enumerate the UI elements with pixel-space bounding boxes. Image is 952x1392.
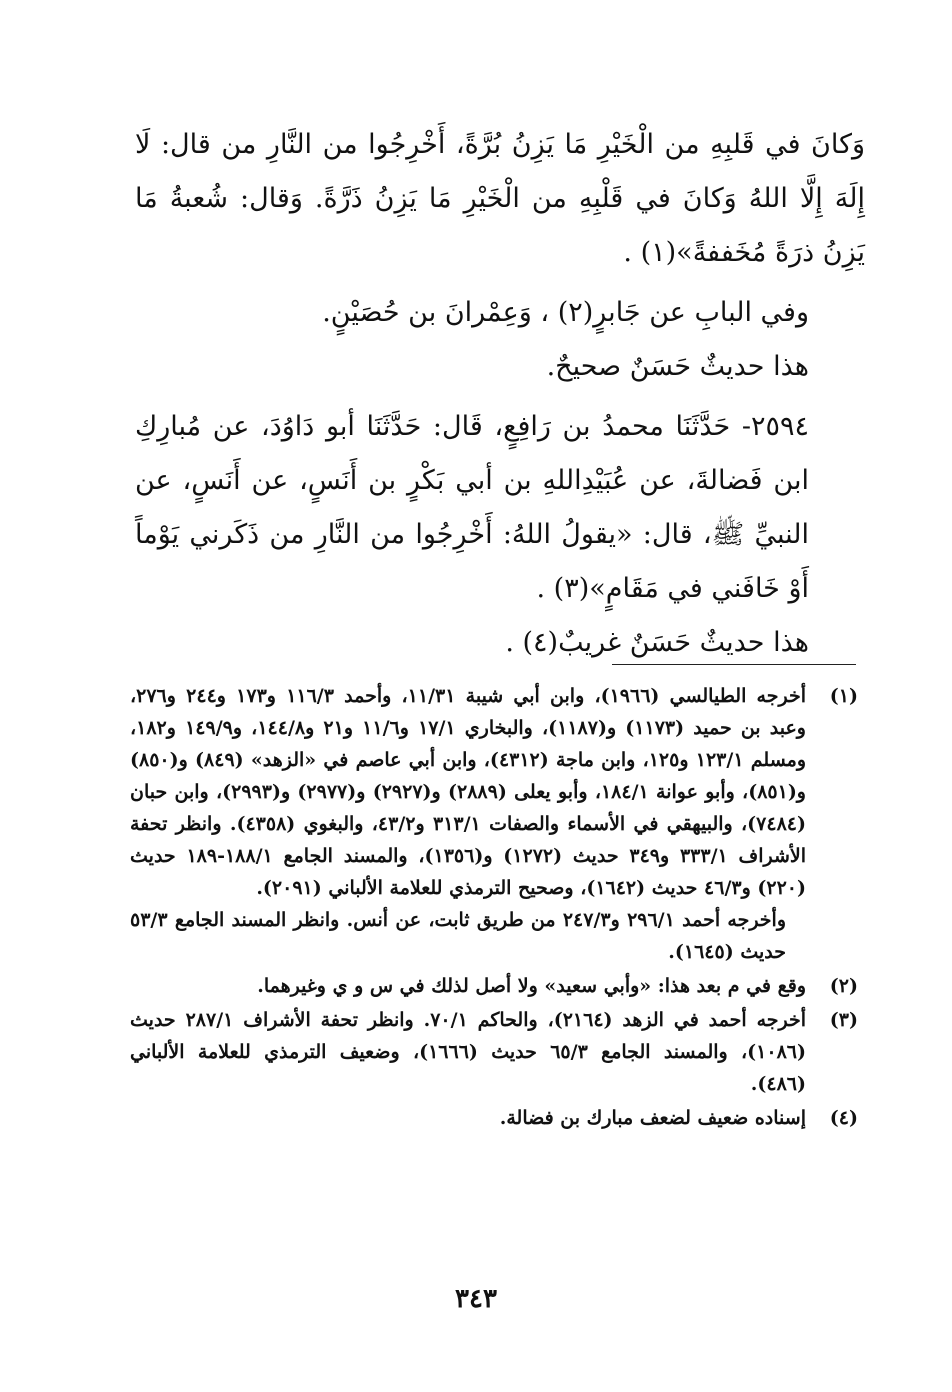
footnotes [130,680,858,1134]
footnote-separator [612,664,856,665]
footnote-text [130,680,806,968]
main-text [135,118,865,670]
footnote-number: (٣) [829,1009,858,1031]
grading-paragraph: هذا حديثٌ حَسَنٌ صحيحٌ. [546,351,809,382]
footnote-body: أخرجه الطيالسي (١٩٦٦)، وابن أبي شيبة ١١/٣١، وأحمد ١١٦/٣ و١٧٣ و٢٤٤ و٢٧٦، وعبد بن حميد (١١٧٣) و(١١٨٧)، والبخاري ١٧/١ و١١/٦ و٢١ و١٤٤/٨، و١٤٩/٩ و١٨٢، ومسلم ١٢٣/١ و١٢٥، وابن ماجة (٤٣١٢)، وابن أبي عاصم في «الزهد» (٨٤٩) و(٨٥٠) و(٨٥١)، وأبو عوانة ١٨٤/١، وأبو يعلى (٢٨٨٩) و(٢٩٢٧) و(٢٩٧٧) و(٢٩٩٣)، وابن حبان (٧٤٨٤)، والبيهقي في الأسماء والصفات ٣١٣/١ و٤٣/٢، والبغوي (٤٣٥٨). وانظر تحفة الأشراف ٣٣٣/١ و٣٤٩ حديث (١٢٧٢) و(١٣٥٦)، والمسند الجامع ١٨٨/١-١٨٩ حديث (٢٢٠) و٤٦/٣ حديث (١٦٤٢)، وصحيح الترمذي للعلامة الألباني (٢٠٩١). [130,685,807,899]
footnote-number: (١) [829,685,858,707]
hadith-2594-paragraph: ٢٥٩٤- حَدَّثَنَا محمدُ بن رَافِعٍ، قَال: حَدَّثَنَا أبو دَاوُدَ، عن مُبارِكِ ابن فَضالةَ، عن عُبَيْدِاللهِ بن أبي بَكْرٍ بن أَنَسٍ، عن أَنَسٍ، عن النبيِّ ﷺ، قال: «يقولُ اللهُ: أَخْرِجُوا من النَّارِ من ذَكَرني يَوْماً أَوْ خَافَني في مَقَامٍ»(٣) . [135,411,809,604]
page-number: ٣٤٣ [455,1284,497,1314]
footnote [130,970,858,1002]
footnote-number: (٢) [829,975,858,997]
hadith-paragraph-continuation: وَكانَ في قَلبِهِ من الْخَيْرِ مَا يَزِنُ بُرَّةً، أَخْرِجُوا من النَّارِ من قال: لَا إِلَهَ إِلَّا اللهُ وَكانَ في قَلْبِهِ من الْخَيْرِ مَا يَزِنُ ذَرَّةً. وَقال: شُعبةُ مَا يَزِنُ ذرَةً مُخَففةً»(١) . [135,129,865,268]
footnote [130,680,858,968]
chapter-note-paragraph: وفي البابِ عن جَابرٍ(٢) ، وَعِمْرانَ بن حُصَيْنٍ. [322,297,809,328]
footnote [130,1102,858,1134]
footnote-text: أخرجه أحمد في الزهد (٢١٦٤)، والحاكم ٧٠/١. وانظر تحفة الأشراف ٢٨٧/١ حديث (١٠٨٦)، والمسند الجامع ٦٥/٣ حديث (١٦٦٦)، وضعيف الترمذي للعلامة الألباني (٤٨٦). [130,1009,807,1095]
footnote-text: وقع في م بعد هذا: «وأبي سعيد» ولا أصل لذلك في س و ي وغيرهما. [257,975,806,997]
grading-paragraph-2: هذا حديثٌ حَسَنٌ غريبٌ(٤) . [505,627,809,658]
footnote-continuation: وأخرجه أحمد ٢٩٦/١ و٢٤٧/٣ من طريق ثابت، عن أنس. وانظر المسند الجامع ٥٣/٣ حديث (١٦٤٥). [130,909,786,963]
footnote [130,1004,858,1100]
footnote-number: (٤) [829,1107,858,1129]
footnote-text: إسناده ضعيف لضعف مبارك بن فضالة. [499,1107,806,1129]
